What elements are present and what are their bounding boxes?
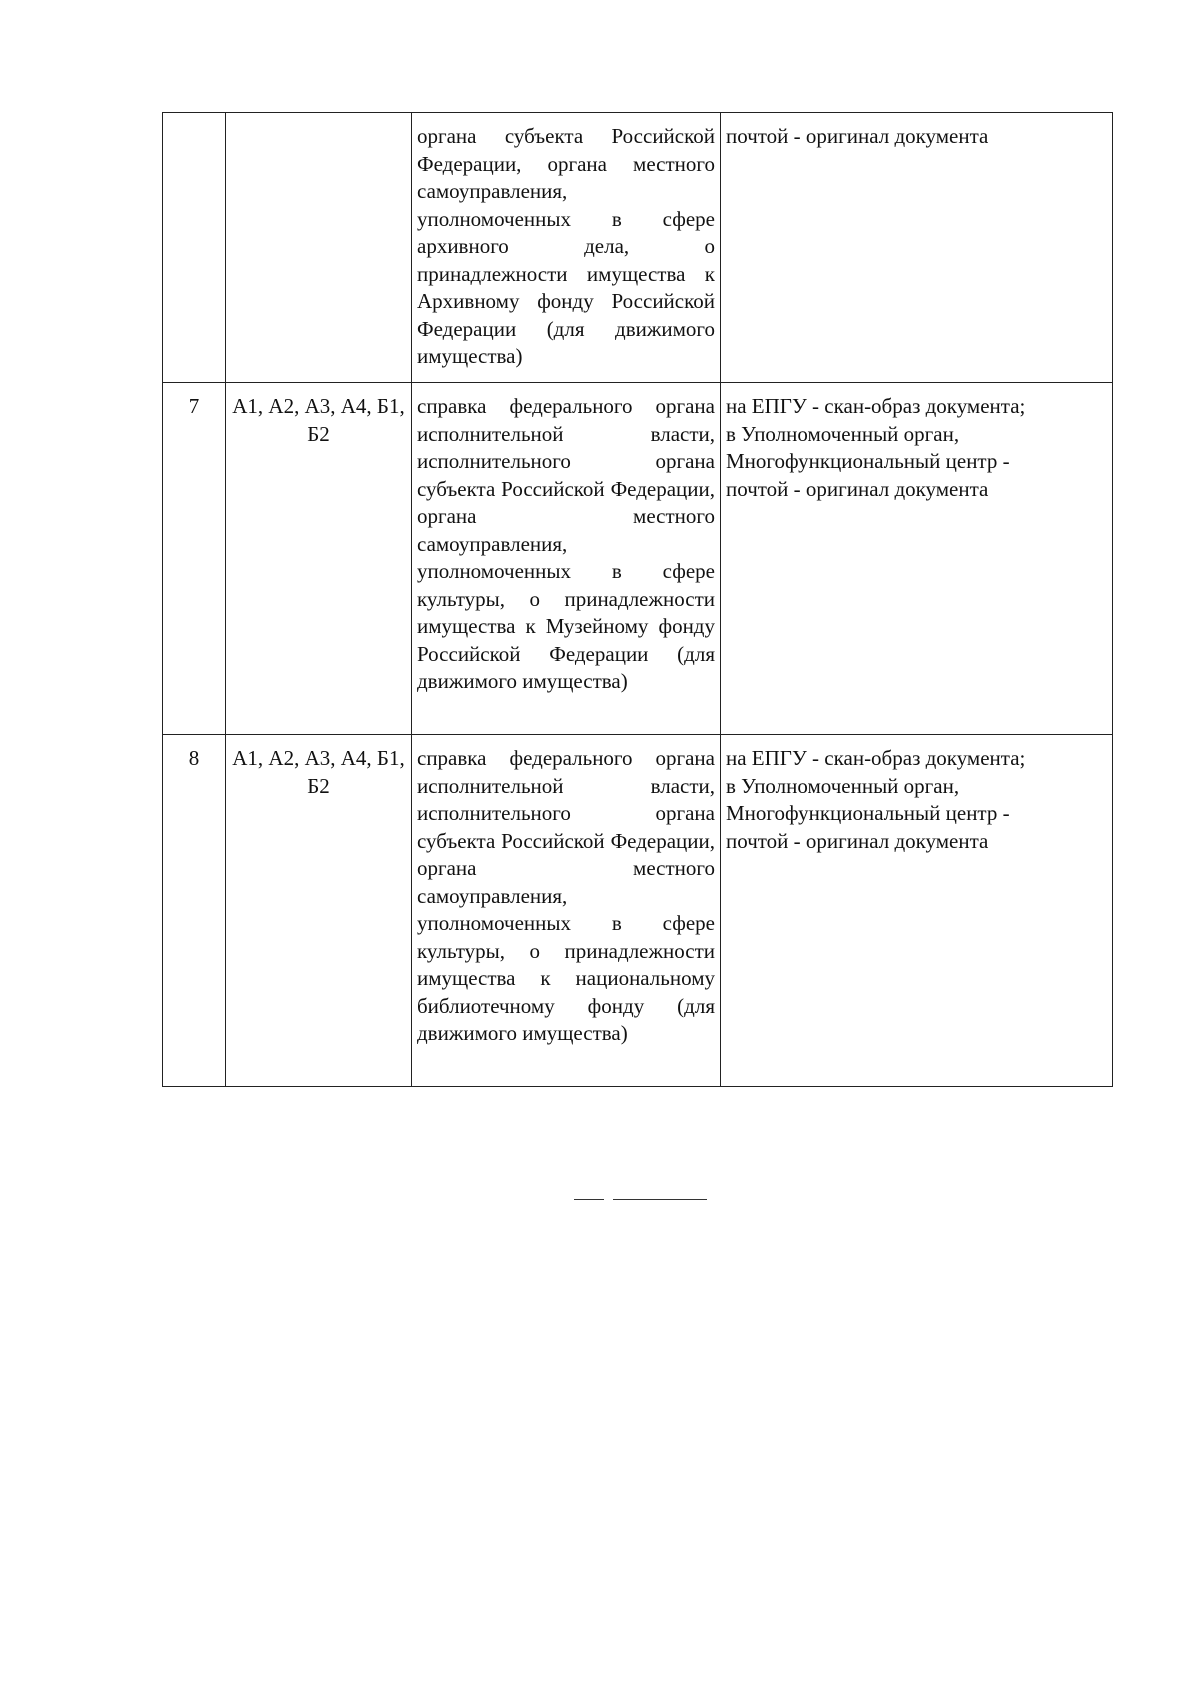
row-number-cell: 7: [163, 383, 226, 735]
table-row: [163, 113, 1113, 383]
submission-line: в Уполномоченный орган,: [726, 421, 960, 446]
submission-line: на ЕПГУ - скан-образ документа;: [726, 394, 1026, 418]
submission-line: Многофункциональный центр -: [726, 449, 1010, 473]
table-row: [163, 383, 1113, 735]
end-of-document-rule: [613, 1199, 707, 1200]
table-row: [163, 735, 1113, 1087]
submission-line: в Уполномоченный орган,: [726, 773, 960, 798]
applicant-categories-cell: А1, А2, А3, А4, Б1, Б2: [226, 383, 412, 735]
submission-method-cell: [721, 735, 1113, 1087]
row-number-cell: 8: [163, 735, 226, 1087]
submission-line: Многофункциональный центр -: [726, 801, 1010, 825]
document-description-cell: справка федерального органа исполнительной власти, исполнительного органа субъекта Российской Федерации, органа местного самоуправления, уполномоченных в сфере культуры, о принадлежности имущества к Музейному фонду Российской Федерации (для движимого имущества): [412, 383, 721, 735]
row-number-cell: [163, 113, 226, 383]
submission-line: почтой - оригинал документа: [726, 476, 989, 501]
applicant-categories-cell: [226, 113, 412, 383]
document-description-cell: справка федерального органа исполнительной власти, исполнительного органа субъекта Российской Федерации, органа местного самоуправления, уполномоченных в сфере культуры, о принадлежности имущества к национальному библиотечному фонду (для движимого имущества): [412, 735, 721, 1087]
submission-method-cell: [721, 113, 1113, 383]
submission-line: почтой - оригинал документа: [726, 828, 989, 853]
submission-method-cell: [721, 383, 1113, 735]
submission-line: на ЕПГУ - скан-образ документа;: [726, 746, 1026, 770]
document-description-cell: органа субъекта Российской Федерации, органа местного самоуправления, уполномоченных в сфере архивного дела, о принадлежности имущества к Архивному фонду Российской Федерации (для движимого имущества): [412, 113, 721, 383]
documents-table: [162, 112, 1113, 1087]
submission-line: почтой - оригинал документа: [726, 124, 989, 148]
applicant-categories-cell: А1, А2, А3, А4, Б1, Б2: [226, 735, 412, 1087]
end-of-document-rule: [574, 1199, 604, 1200]
